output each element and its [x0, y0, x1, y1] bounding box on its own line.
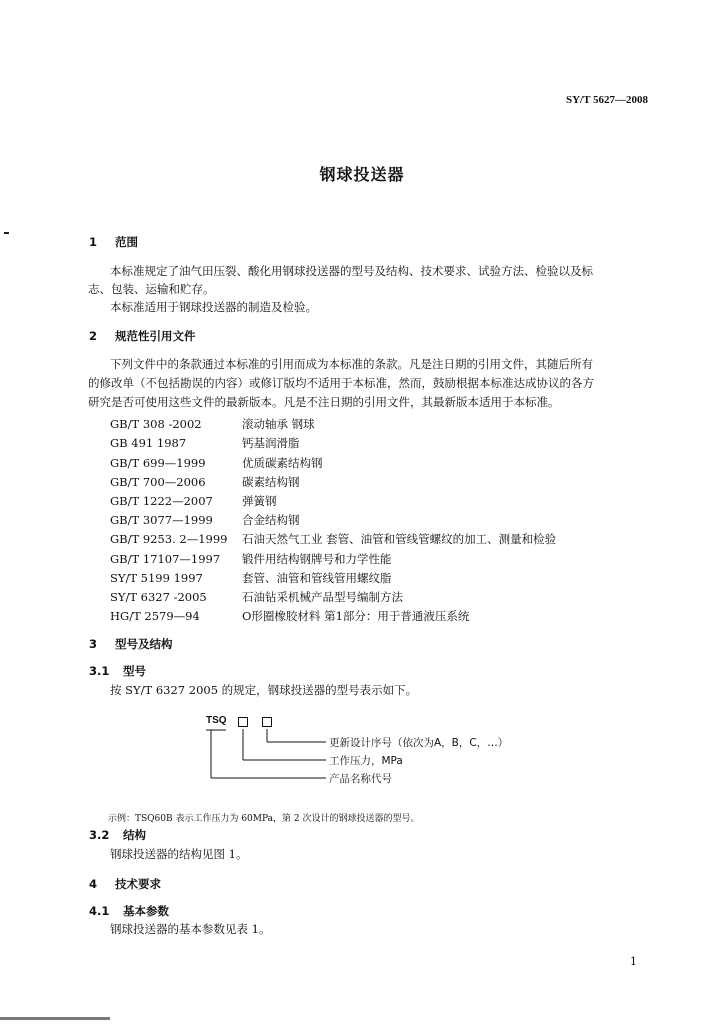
reference-code: SY/T 6327 -2005	[110, 590, 207, 604]
subsection-3-1-heading	[89, 663, 146, 679]
paragraph-line: 志、包装、运输和贮存。	[88, 282, 215, 296]
reference-item	[110, 570, 392, 586]
reference-title: 碳素结构钢	[242, 475, 300, 489]
reference-title: 石油天然气工业 套管、油管和管线管螺纹的加工、测量和检验	[242, 532, 557, 546]
subsection-3-2-heading	[89, 827, 146, 843]
document-title: 钢球投送器	[319, 165, 405, 184]
label-product-code: 产品名称代号	[329, 773, 392, 785]
reference-item	[110, 455, 323, 471]
reference-code: GB/T 17107—1997	[110, 552, 221, 566]
section-number: 3.1	[89, 664, 110, 678]
reference-title: 钙基润滑脂	[242, 436, 300, 450]
section-4-heading	[89, 876, 161, 892]
standard-code: SY/T 5627—2008	[565, 94, 648, 106]
reference-title: 合金结构钢	[242, 513, 300, 527]
reference-item	[110, 551, 392, 567]
reference-title: 锻件用结构钢牌号和力学性能	[242, 552, 392, 566]
reference-code: GB/T 308 -2002	[110, 417, 202, 431]
section-title: 结构	[123, 828, 147, 842]
section-1-heading	[89, 234, 138, 250]
reference-item	[110, 474, 300, 490]
reference-code: GB/T 3077—1999	[110, 513, 213, 527]
section-number: 2	[89, 329, 98, 343]
reference-item	[110, 493, 277, 509]
reference-code: GB/T 9253. 2—1999	[110, 532, 228, 546]
paragraph-line: 按 SY/T 6327 2005 的规定，钢球投送器的型号表示如下。	[110, 683, 418, 697]
section-title: 型号	[123, 664, 147, 678]
reference-code: SY/T 5199 1997	[110, 571, 203, 585]
paragraph-line: 研究是否可使用这些文件的最新版本。凡是不注日期的引用文件，其最新版本适用于本标准。	[88, 395, 560, 409]
reference-item	[110, 416, 315, 432]
paragraph-line: 钢球投送器的结构见图 1。	[110, 847, 248, 861]
reference-item	[110, 589, 403, 605]
reference-code: GB/T 1222—2007	[110, 494, 213, 508]
section-title: 范围	[115, 235, 139, 249]
scan-artifact	[4, 232, 9, 234]
section-title: 基本参数	[123, 904, 170, 918]
paragraph-line: 下列文件中的条款通过本标准的引用而成为本标准的条款。凡是注日期的引用文件，其随后所有	[110, 357, 593, 371]
scan-artifact	[0, 1017, 110, 1020]
reference-code: GB/T 700—2006	[110, 475, 206, 489]
reference-code: GB 491 1987	[110, 436, 187, 450]
section-title: 技术要求	[115, 877, 162, 891]
reference-title: O形圈橡胶材料 第1部分：用于普通液压系统	[242, 609, 470, 623]
reference-item	[110, 608, 469, 624]
reference-item	[110, 531, 556, 547]
section-title: 型号及结构	[115, 637, 173, 651]
page-number: 1	[630, 955, 637, 968]
model-prefix: TSQ	[206, 715, 227, 726]
subsection-4-1-heading	[89, 903, 169, 919]
paragraph-line: 本标准规定了油气田压裂、酸化用钢球投送器的型号及结构、技术要求、试验方法、检验以及标	[110, 264, 593, 278]
section-3-heading	[89, 636, 173, 652]
reference-title: 套管、油管和管线管用螺纹脂	[242, 571, 392, 585]
section-number: 4	[89, 877, 98, 891]
reference-code: HG/T 2579—94	[110, 609, 200, 623]
section-2-heading	[89, 328, 196, 344]
reference-item	[110, 435, 300, 451]
example-note: 示例：TSQ60B 表示工作压力为 60MPa，第 2 次设计的钢球投送器的型号。	[108, 814, 420, 824]
reference-title: 弹簧钢	[242, 494, 277, 508]
section-number: 3.2	[89, 828, 110, 842]
reference-title: 滚动轴承 钢球	[242, 417, 315, 431]
label-revision: 更新设计序号（依次为A，B，C，…）	[329, 737, 509, 749]
section-number: 3	[89, 637, 98, 651]
reference-code: GB/T 699—1999	[110, 456, 206, 470]
section-number: 1	[89, 235, 98, 249]
paragraph-line: 的修改单（不包括勘误的内容）或修订版均不适用于本标准，然而，鼓励根据本标准达成协议的各方	[88, 376, 594, 390]
model-designation-diagram	[200, 712, 560, 792]
paragraph-line: 钢球投送器的基本参数见表 1。	[110, 922, 271, 936]
reference-item	[110, 512, 300, 528]
section-number: 4.1	[89, 904, 110, 918]
paragraph-line: 本标准适用于钢球投送器的制造及检验。	[110, 300, 317, 314]
section-title: 规范性引用文件	[115, 329, 196, 343]
reference-title: 优质碳素结构钢	[242, 456, 323, 470]
reference-title: 石油钻采机械产品型号编制方法	[242, 590, 403, 604]
label-pressure: 工作压力，MPa	[329, 755, 403, 767]
